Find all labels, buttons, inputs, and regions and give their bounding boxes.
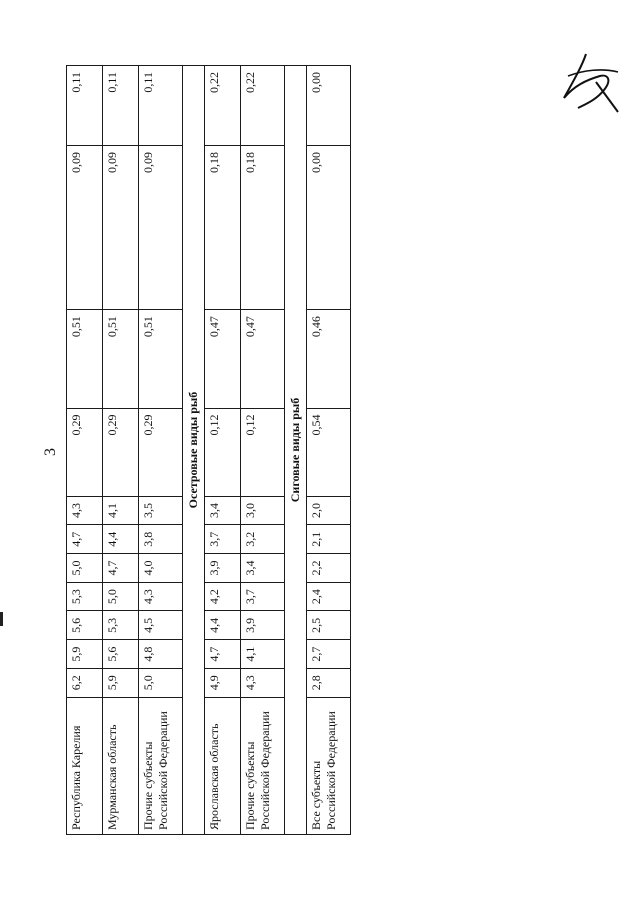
coefficient-cell: 0,09 <box>67 146 103 310</box>
coefficient-cell: 0,18 <box>205 146 241 310</box>
coefficient-cell: 0,22 <box>205 66 241 146</box>
coefficient-cell: 0,51 <box>67 310 103 408</box>
table-row <box>67 66 103 835</box>
data-table <box>66 65 351 835</box>
coefficient-cell: 0,29 <box>67 408 103 496</box>
rate-cell: 4,7 <box>103 554 139 583</box>
rate-cell: 2,5 <box>307 611 351 640</box>
region-name-cell: Мурманская область <box>103 697 139 834</box>
table-row <box>139 66 183 835</box>
rate-cell: 5,0 <box>139 668 183 697</box>
rate-cell: 4,7 <box>67 525 103 554</box>
section-title: Осетровые виды рыб <box>183 66 205 835</box>
coefficient-cell: 0,22 <box>241 66 285 146</box>
rate-cell: 4,0 <box>139 554 183 583</box>
coefficient-cell: 0,29 <box>103 408 139 496</box>
rate-cell: 2,7 <box>307 640 351 669</box>
rate-cell: 3,0 <box>241 496 285 525</box>
rate-cell: 5,3 <box>103 611 139 640</box>
rate-cell: 3,5 <box>139 496 183 525</box>
table-row <box>241 66 285 835</box>
coefficient-cell: 0,51 <box>103 310 139 408</box>
rate-cell: 3,7 <box>241 582 285 611</box>
rate-cell: 4,3 <box>241 668 285 697</box>
page-number: 3 <box>42 448 59 456</box>
section-row <box>183 66 205 835</box>
rate-cell: 4,3 <box>139 582 183 611</box>
rate-cell: 5,3 <box>67 582 103 611</box>
region-name-cell: Республика Карелия <box>67 697 103 834</box>
rate-cell: 3,4 <box>241 554 285 583</box>
rate-cell: 4,3 <box>67 496 103 525</box>
rate-cell: 3,2 <box>241 525 285 554</box>
coefficient-cell: 0,00 <box>307 66 351 146</box>
rate-cell: 4,4 <box>103 525 139 554</box>
rate-cell: 2,4 <box>307 582 351 611</box>
rate-cell: 4,7 <box>205 640 241 669</box>
coefficient-cell: 0,46 <box>307 310 351 408</box>
section-title: Сиговые виды рыб <box>285 66 307 835</box>
region-name-cell: Все субъекты Российской Федерации <box>307 697 351 834</box>
rate-cell: 3,7 <box>205 525 241 554</box>
coefficient-cell: 0,09 <box>103 146 139 310</box>
coefficient-cell: 0,51 <box>139 310 183 408</box>
rate-cell: 3,8 <box>139 525 183 554</box>
table-row <box>205 66 241 835</box>
region-name-cell: Ярославская область <box>205 697 241 834</box>
rate-cell: 4,8 <box>139 640 183 669</box>
coefficient-cell: 0,12 <box>205 408 241 496</box>
coefficient-cell: 0,00 <box>307 146 351 310</box>
coefficient-cell: 0,47 <box>205 310 241 408</box>
rate-cell: 5,6 <box>103 640 139 669</box>
coefficient-cell: 0,18 <box>241 146 285 310</box>
region-name-cell: Прочие субъекты Российской Федерации <box>139 697 183 834</box>
rate-cell: 5,0 <box>67 554 103 583</box>
rate-cell: 4,5 <box>139 611 183 640</box>
coefficient-cell: 0,11 <box>67 66 103 146</box>
coefficient-cell: 0,09 <box>139 146 183 310</box>
rate-cell: 3,9 <box>241 611 285 640</box>
rate-cell: 4,4 <box>205 611 241 640</box>
rate-cell: 4,2 <box>205 582 241 611</box>
rate-cell: 2,8 <box>307 668 351 697</box>
rate-cell: 4,9 <box>205 668 241 697</box>
coefficient-cell: 0,54 <box>307 408 351 496</box>
margin-mark <box>0 612 3 626</box>
rate-cell: 2,1 <box>307 525 351 554</box>
coefficient-cell: 0,11 <box>103 66 139 146</box>
section-row <box>285 66 307 835</box>
table-body <box>67 66 351 835</box>
rate-cell: 3,4 <box>205 496 241 525</box>
rotated-table-wrapper <box>66 65 338 835</box>
coefficient-cell: 0,47 <box>241 310 285 408</box>
rate-cell: 2,2 <box>307 554 351 583</box>
coefficient-cell: 0,29 <box>139 408 183 496</box>
rate-cell: 6,2 <box>67 668 103 697</box>
table-row <box>103 66 139 835</box>
rate-cell: 5,9 <box>103 668 139 697</box>
coefficient-cell: 0,11 <box>139 66 183 146</box>
rate-cell: 4,1 <box>241 640 285 669</box>
rate-cell: 2,0 <box>307 496 351 525</box>
coefficient-cell: 0,12 <box>241 408 285 496</box>
rate-cell: 5,9 <box>67 640 103 669</box>
rate-cell: 5,0 <box>103 582 139 611</box>
table-row <box>307 66 351 835</box>
rate-cell: 5,6 <box>67 611 103 640</box>
rate-cell: 4,1 <box>103 496 139 525</box>
region-name-cell: Прочие субъекты Российской Федерации <box>241 697 285 834</box>
handwritten-signature <box>556 46 626 116</box>
rate-cell: 3,9 <box>205 554 241 583</box>
